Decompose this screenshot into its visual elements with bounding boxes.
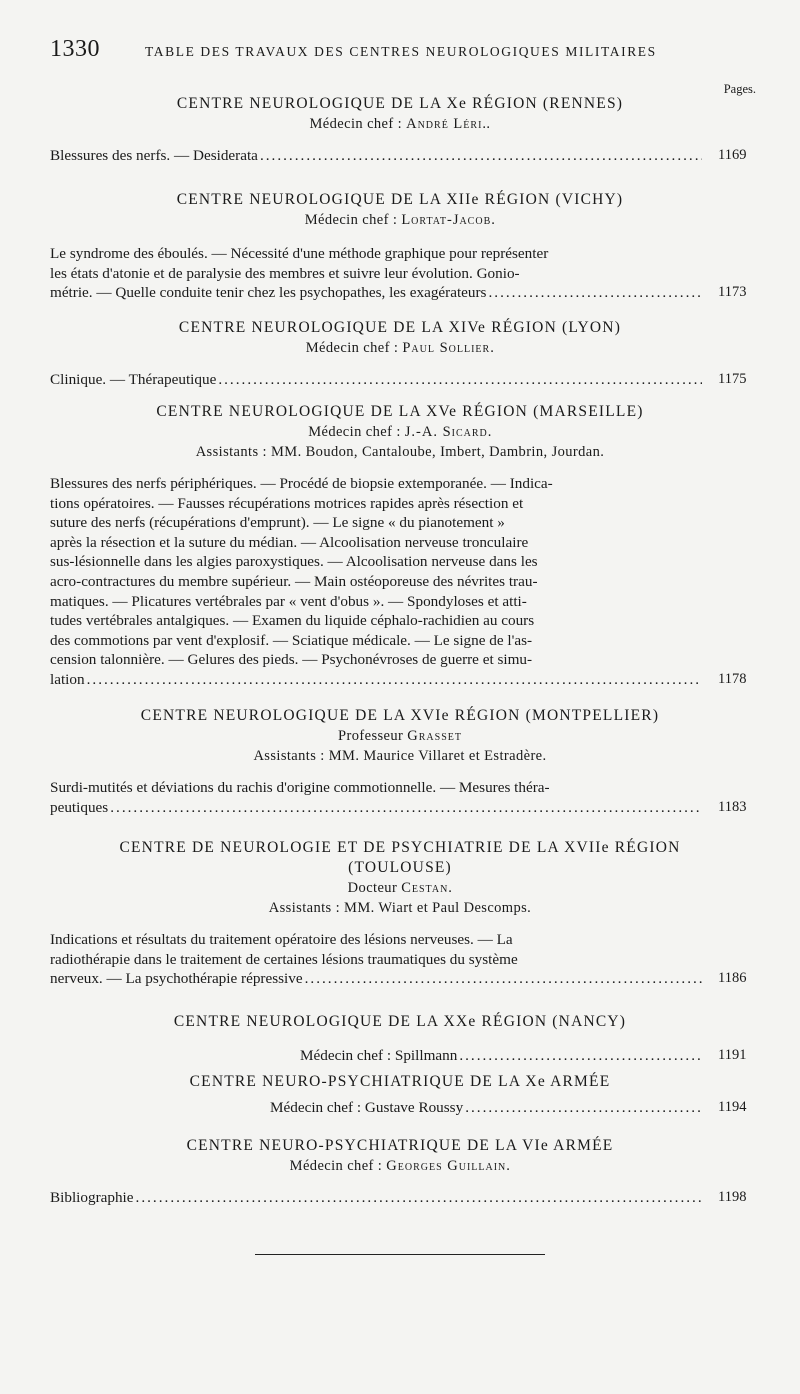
chief-name: André Léri (406, 116, 483, 132)
toc-entry[interactable] (50, 1188, 747, 1208)
chief-line: Médecin chef : Paul Sollier. (305, 340, 495, 356)
section-title: CENTRE DE NEUROLOGIE ET DE PSYCHIATRIE DE LA XVIIe RÉGION (119, 839, 681, 856)
section-title: CENTRE NEURO-PSYCHIATRIQUE DE LA Xe ARMÉE (189, 1073, 611, 1090)
toc-entry[interactable] (50, 244, 747, 303)
page-ref: 1194 (718, 1099, 747, 1115)
toc-section-montpellier (50, 706, 750, 817)
running-title: TABLE DES TRAVAUX DES CENTRES NEUROLOGIQUES MILITAIRES (145, 44, 657, 59)
entry-line: sus-lésionnelle dans les algies paroxystiques. — Alcoolisation nerveuse dans les (50, 553, 538, 571)
entry-text: nerveux. — La psychothérapie répressive (50, 970, 303, 988)
section-title: CENTRE NEUROLOGIQUE DE LA XIVe RÉGION (LYON) (178, 319, 622, 336)
toc-section-xe-armee (50, 1072, 750, 1118)
entry-line: suture des nerfs (récupérations d'emprunt). — Le signe « du pianotement » (50, 514, 505, 532)
toc-section-vie-armee (50, 1136, 750, 1208)
entry-line: tions opératoires. — Fausses récupérations motrices rapides après résection et (50, 494, 524, 512)
page-number: 1330 (50, 36, 100, 62)
toc-entry[interactable] (50, 370, 747, 390)
toc-section-rennes (50, 94, 750, 166)
page-ref: 1183 (718, 798, 747, 815)
chief-line: Médecin chef : André Léri.. (309, 116, 491, 132)
chief-name: Cestan (401, 880, 449, 896)
entry-text: métrie. — Quelle conduite tenir chez les psychopathes, les exagérateurs (50, 284, 487, 302)
page-ref: 1175 (718, 371, 747, 387)
page-ref: 1186 (718, 970, 747, 987)
chief-line: Médecin chef : J.-A. Sicard. (308, 424, 492, 440)
entry-line: les états d'atonie et de paralysie des membres et suivre leur évolution. Gonio- (50, 264, 520, 282)
entry-line: après la résection et la suture du médian. — Alcoolisation nerveuse tronculaire (50, 533, 529, 551)
page-header (50, 36, 760, 66)
page-ref: 1169 (718, 147, 747, 163)
leader-dots (87, 670, 702, 690)
chief-name: Paul Sollier (402, 340, 491, 356)
toc-entry[interactable] (270, 1098, 747, 1118)
entry-text: lation (50, 670, 85, 688)
entry-line: radiothérapie dans le traitement de certaines lésions traumatiques du système (50, 950, 518, 968)
entry-text: Clinique. — Thérapeutique (50, 371, 217, 388)
section-title: CENTRE NEUROLOGIQUE DE LA XXe RÉGION (NANCY) (173, 1013, 627, 1030)
chief-name: Grasset (407, 728, 462, 744)
page-ref: 1198 (718, 1189, 747, 1205)
entry-line: matiques. — Plicatures vertébrales par « vent d'obus ». — Spondyloses et atti- (50, 592, 527, 610)
entry-line: tudes vertébrales antalgiques. — Examen du liquide céphalo-rachidien au cours (50, 612, 535, 630)
section-title: CENTRE NEURO-PSYCHIATRIQUE DE LA VIe ARMÉE (186, 1137, 614, 1154)
toc-section-toulouse (50, 838, 750, 989)
entry-line: acro-contractures du membre supérieur. — Main ostéoporeuse des névrites trau- (50, 572, 538, 590)
toc-section-nancy (50, 1012, 750, 1066)
leader-dots (260, 146, 702, 166)
entry-line: Blessures des nerfs périphériques. — Procédé de biopsie extemporanée. — Indica- (50, 475, 553, 492)
chief-name: J.-A. Sicard (404, 424, 488, 440)
chief-name: Lortat-Jacob (401, 212, 492, 228)
chief-name: Georges Guillain (386, 1158, 507, 1174)
chief-line: Médecin chef : Lortat-Jacob. (304, 212, 496, 228)
section-title-city: (TOULOUSE) (348, 859, 452, 876)
assistants-line: Assistants : MM. Boudon, Cantaloube, Imbert, Dambrin, Jourdan. (195, 444, 605, 460)
leader-dots (459, 1046, 702, 1066)
toc-entry[interactable] (50, 778, 747, 817)
entry-line: des commotions par vent d'explosif. — Sciatique médicale. — Le signe de l'as- (50, 631, 533, 649)
toc-section-vichy (50, 190, 750, 303)
leader-dots (218, 370, 702, 390)
assistants-line: Assistants : MM. Maurice Villaret et Estradère. (253, 748, 547, 764)
section-title: CENTRE NEUROLOGIQUE DE LA XIIe RÉGION (VICHY) (176, 191, 624, 208)
entry-text: Blessures des nerfs. — Desiderata (50, 147, 258, 164)
toc-section-lyon (50, 318, 750, 390)
chief-line: Docteur Cestan. (347, 880, 453, 896)
section-title: CENTRE NEUROLOGIQUE DE LA Xe RÉGION (RENNES) (176, 95, 624, 112)
entry-line: cension talonnière. — Gelures des pieds. — Psychonévroses de guerre et simu- (50, 651, 533, 669)
end-rule (255, 1254, 545, 1255)
toc-section-marseille (50, 402, 750, 690)
entry-text: Médecin chef : Spillmann (300, 1047, 458, 1064)
page-ref: 1191 (718, 1047, 747, 1063)
toc-entry[interactable] (300, 1046, 747, 1066)
page-ref: 1173 (718, 284, 747, 301)
chief-line: Professeur Grasset (338, 728, 462, 744)
page-ref: 1178 (718, 670, 747, 687)
leader-dots (110, 798, 702, 818)
section-title: CENTRE NEUROLOGIQUE DE LA XVIe RÉGION (MONTPELLIER) (140, 707, 660, 724)
entry-line: Le syndrome des éboulés. — Nécessité d'une méthode graphique pour représenter (50, 245, 549, 262)
leader-dots (305, 969, 702, 989)
leader-dots (488, 283, 702, 303)
assistants-line: Assistants : MM. Wiart et Paul Descomps. (268, 900, 532, 916)
leader-dots (136, 1188, 702, 1208)
entry-text: Bibliographie (50, 1189, 134, 1206)
entry-line: Surdi-mutités et déviations du rachis d'origine commotionnelle. — Mesures théra- (50, 779, 550, 796)
entry-text: Médecin chef : Gustave Roussy (270, 1099, 464, 1116)
section-title: CENTRE NEUROLOGIQUE DE LA XVe RÉGION (MARSEILLE) (156, 403, 644, 420)
toc-entry[interactable] (50, 930, 747, 989)
chief-line: Médecin chef : Georges Guillain. (289, 1158, 511, 1174)
leader-dots (465, 1098, 702, 1118)
toc-entry[interactable] (50, 474, 747, 690)
entry-line: Indications et résultats du traitement opératoire des lésions nerveuses. — La (50, 931, 513, 948)
entry-text: peutiques (50, 798, 109, 816)
pages-column-label: Pages. (723, 82, 756, 96)
toc-entry[interactable] (50, 146, 747, 166)
